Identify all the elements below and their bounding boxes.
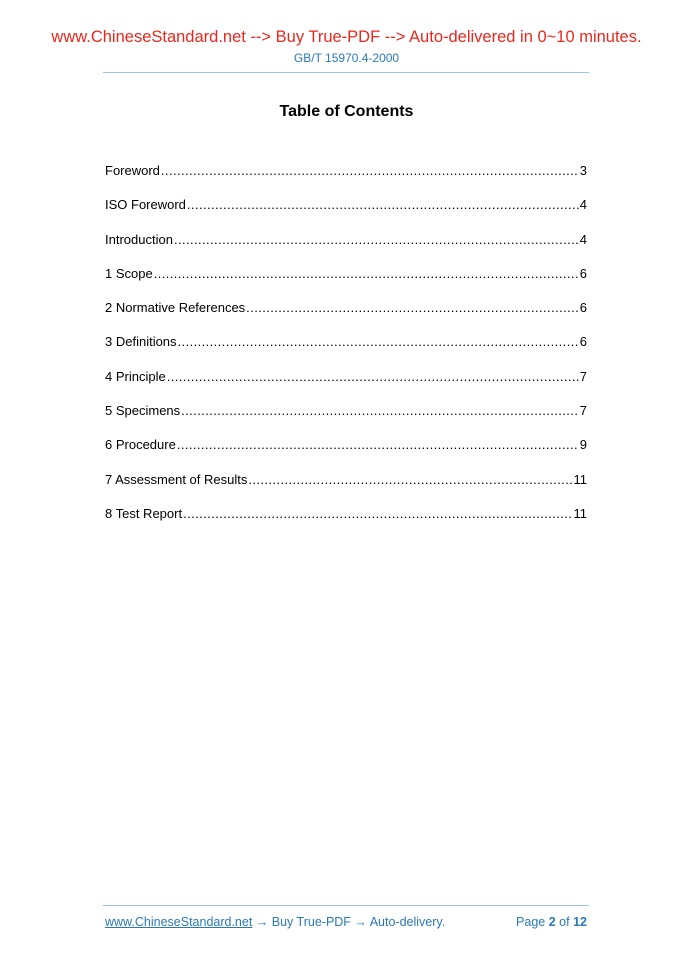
toc-entry-page: 9	[579, 437, 587, 453]
toc-entry[interactable]	[105, 230, 587, 264]
toc-list	[105, 161, 587, 538]
toc-dot-leader	[161, 161, 579, 181]
toc-entry[interactable]	[105, 470, 587, 504]
toc-entry-page: 6	[579, 265, 587, 281]
footer-tagline: → Buy True-PDF → Auto-delivery.	[252, 915, 446, 929]
toc-entry-label: 5 Specimens	[105, 403, 181, 419]
toc-entry-page: 7	[579, 403, 587, 419]
toc-entry-page: 11	[573, 471, 587, 487]
toc-dot-leader	[178, 332, 579, 352]
toc-dot-leader	[187, 195, 579, 215]
header-divider	[103, 72, 589, 73]
footer-promo	[105, 915, 445, 929]
toc-entry-label: 1 Scope	[105, 265, 153, 281]
toc-title: Table of Contents	[279, 103, 414, 120]
toc-entry-page: 6	[579, 334, 587, 350]
toc-entry[interactable]	[105, 401, 587, 435]
toc-entry-page: 4	[579, 197, 587, 213]
footer-site-link[interactable]: www.ChineseStandard.net	[105, 915, 253, 929]
toc-entry[interactable]	[105, 504, 587, 538]
toc-entry-label: Introduction	[105, 231, 173, 247]
of-label: of	[559, 915, 570, 929]
toc-dot-leader	[177, 435, 579, 455]
footer-divider	[103, 905, 589, 906]
toc-dot-leader	[174, 230, 579, 250]
toc-dot-leader	[167, 367, 579, 387]
toc-entry-label: 3 Definitions	[105, 334, 177, 350]
toc-entry[interactable]	[105, 161, 587, 195]
toc-entry[interactable]	[105, 298, 587, 332]
toc-dot-leader	[181, 401, 579, 421]
toc-entry-page: 3	[579, 163, 587, 178]
toc-dot-leader	[246, 298, 579, 318]
page-label: Page	[516, 915, 546, 929]
toc-entry[interactable]	[105, 195, 587, 229]
promo-banner: www.ChineseStandard.net --> Buy True-PDF --> Auto-delivered in 0~10 minutes.	[51, 28, 642, 46]
toc-entry-label: 8 Test Report	[105, 505, 183, 521]
page-indicator	[516, 915, 587, 929]
toc-entry[interactable]	[105, 264, 587, 298]
toc-dot-leader	[248, 470, 572, 490]
toc-entry-label: 2 Normative References	[105, 300, 246, 316]
toc-entry-page: 7	[579, 368, 587, 384]
document-code: GB/T 15970.4-2000	[293, 51, 400, 65]
toc-dot-leader	[183, 504, 572, 524]
toc-dot-leader	[154, 264, 579, 284]
total-pages-number: 12	[573, 915, 587, 929]
toc-entry-label: ISO Foreword	[105, 197, 186, 213]
page-footer	[105, 915, 587, 929]
toc-entry[interactable]	[105, 435, 587, 469]
current-page-number: 2	[548, 915, 556, 929]
toc-entry[interactable]	[105, 367, 587, 401]
toc-entry-label: 6 Procedure	[105, 437, 176, 453]
toc-entry-page: 6	[579, 300, 587, 316]
toc-entry-label: 4 Principle	[105, 368, 166, 384]
toc-entry-page: 11	[573, 505, 587, 521]
toc-entry-label: Foreword	[105, 163, 160, 178]
toc-entry-page: 4	[579, 231, 587, 247]
toc-entry-label: 7 Assessment of Results	[105, 471, 248, 487]
toc-entry[interactable]	[105, 332, 587, 366]
